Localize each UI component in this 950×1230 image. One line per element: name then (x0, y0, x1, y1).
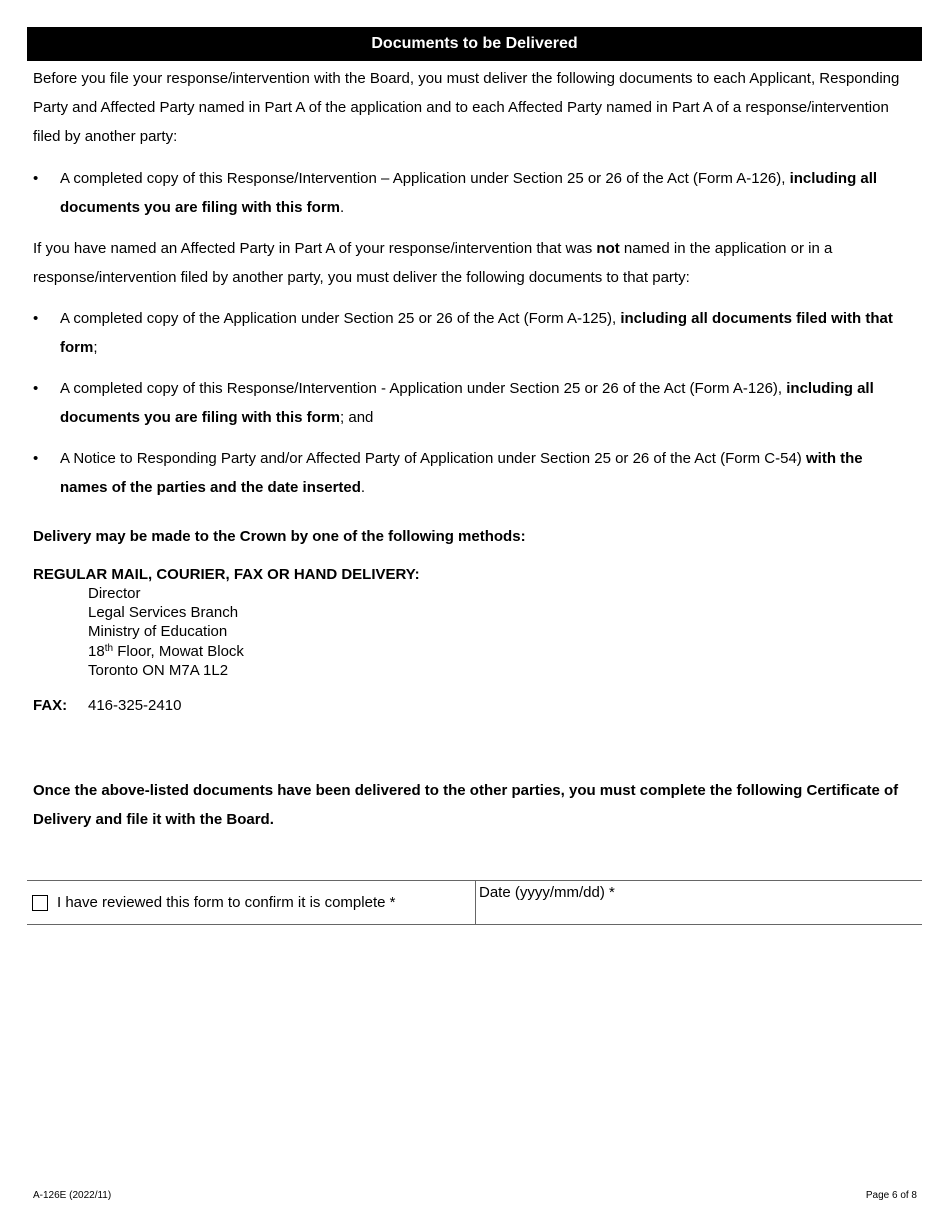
bullet-end: . (340, 199, 345, 216)
date-label: Date (yyyy/mm/dd) * (479, 884, 615, 901)
bullet-end: ; (93, 339, 98, 356)
bullet-item (33, 164, 913, 222)
review-cell (27, 881, 476, 925)
review-checkbox-label: I have reviewed this form to confirm it is complete * (57, 894, 396, 911)
bullet-bold-text: including all documents filed with that form (60, 310, 893, 356)
bullet-icon: • (33, 310, 39, 327)
bullet-item (33, 444, 913, 502)
address-line: Legal Services Branch (88, 604, 239, 622)
bullet-item (33, 374, 913, 432)
para-text: If you have named an Affected Party in Part A of your response/intervention that was (33, 240, 597, 257)
fax-number: 416-325-2410 (88, 697, 182, 714)
bullet-item (33, 304, 913, 362)
address-line: Ministry of Education (88, 623, 228, 641)
address-line (88, 642, 244, 661)
floor-suffix: th (104, 642, 114, 654)
para-bold-text: not (596, 240, 620, 257)
fax-label: FAX: (33, 697, 68, 714)
bullet-text: A completed copy of this Response/Intervention – Application under Section 25 or 26 of the Act (Form A-126), (60, 170, 790, 187)
bullet-icon: • (33, 170, 39, 187)
delivery-heading: Delivery may be made to the Crown by one of the following methods: (33, 528, 526, 545)
closing-instruction: Once the above-listed documents have been delivered to the other parties, you must complete the following Certificate of Delivery and file it with the Board. (33, 782, 899, 828)
bullet-bold-text: with the names of the parties and the date inserted (60, 450, 863, 496)
page-number: Page 6 of 8 (865, 1190, 917, 1201)
para-text-end: named in the application or in a response/intervention filed by another party, you must deliver the following documents to that party: (33, 240, 833, 286)
bullet-bold-text: including all documents you are filing with this form (60, 380, 874, 426)
bullet-icon: • (33, 450, 39, 467)
bullet-icon: • (33, 380, 39, 397)
mail-heading: REGULAR MAIL, COURIER, FAX OR HAND DELIVERY: (33, 566, 420, 583)
address-line: Director (88, 585, 141, 602)
bullet-bold-text: including all documents you are filing with this form (60, 170, 878, 216)
review-checkbox[interactable] (32, 895, 48, 911)
bullet-end: . (360, 479, 366, 496)
crown-address (88, 584, 244, 680)
floor-number: 18 (88, 642, 105, 660)
address-line: Toronto ON M7A 1L2 (88, 661, 229, 679)
bullet-text: A Notice to Responding Party and/or Affected Party of Application under Section 25 or 26 of the Act (Form C-54) (60, 450, 806, 467)
bullet-end: ; and (340, 409, 374, 426)
floor-rest: Floor, Mowat Block (113, 642, 244, 660)
affected-party-paragraph (33, 234, 913, 292)
bullet-text: A completed copy of this Response/Intervention - Application under Section 25 or 26 of the Act (Form A-126), (60, 380, 787, 397)
section-header (27, 27, 922, 61)
certificate-table (27, 880, 922, 925)
date-input[interactable] (479, 903, 917, 923)
section-title: Documents to be Delivered (371, 35, 578, 52)
intro-paragraph: Before you file your response/intervention with the Board, you must deliver the following documents to each Applicant, Responding Party and Affected Party named in Part A of the application and to each Affected Party named in Part A of a response/intervention filed by another party: (33, 70, 900, 145)
bullet-text: A completed copy of the Application under Section 25 or 26 of the Act (Form A-125), (60, 310, 621, 327)
form-id: A-126E (2022/11) (33, 1190, 112, 1201)
